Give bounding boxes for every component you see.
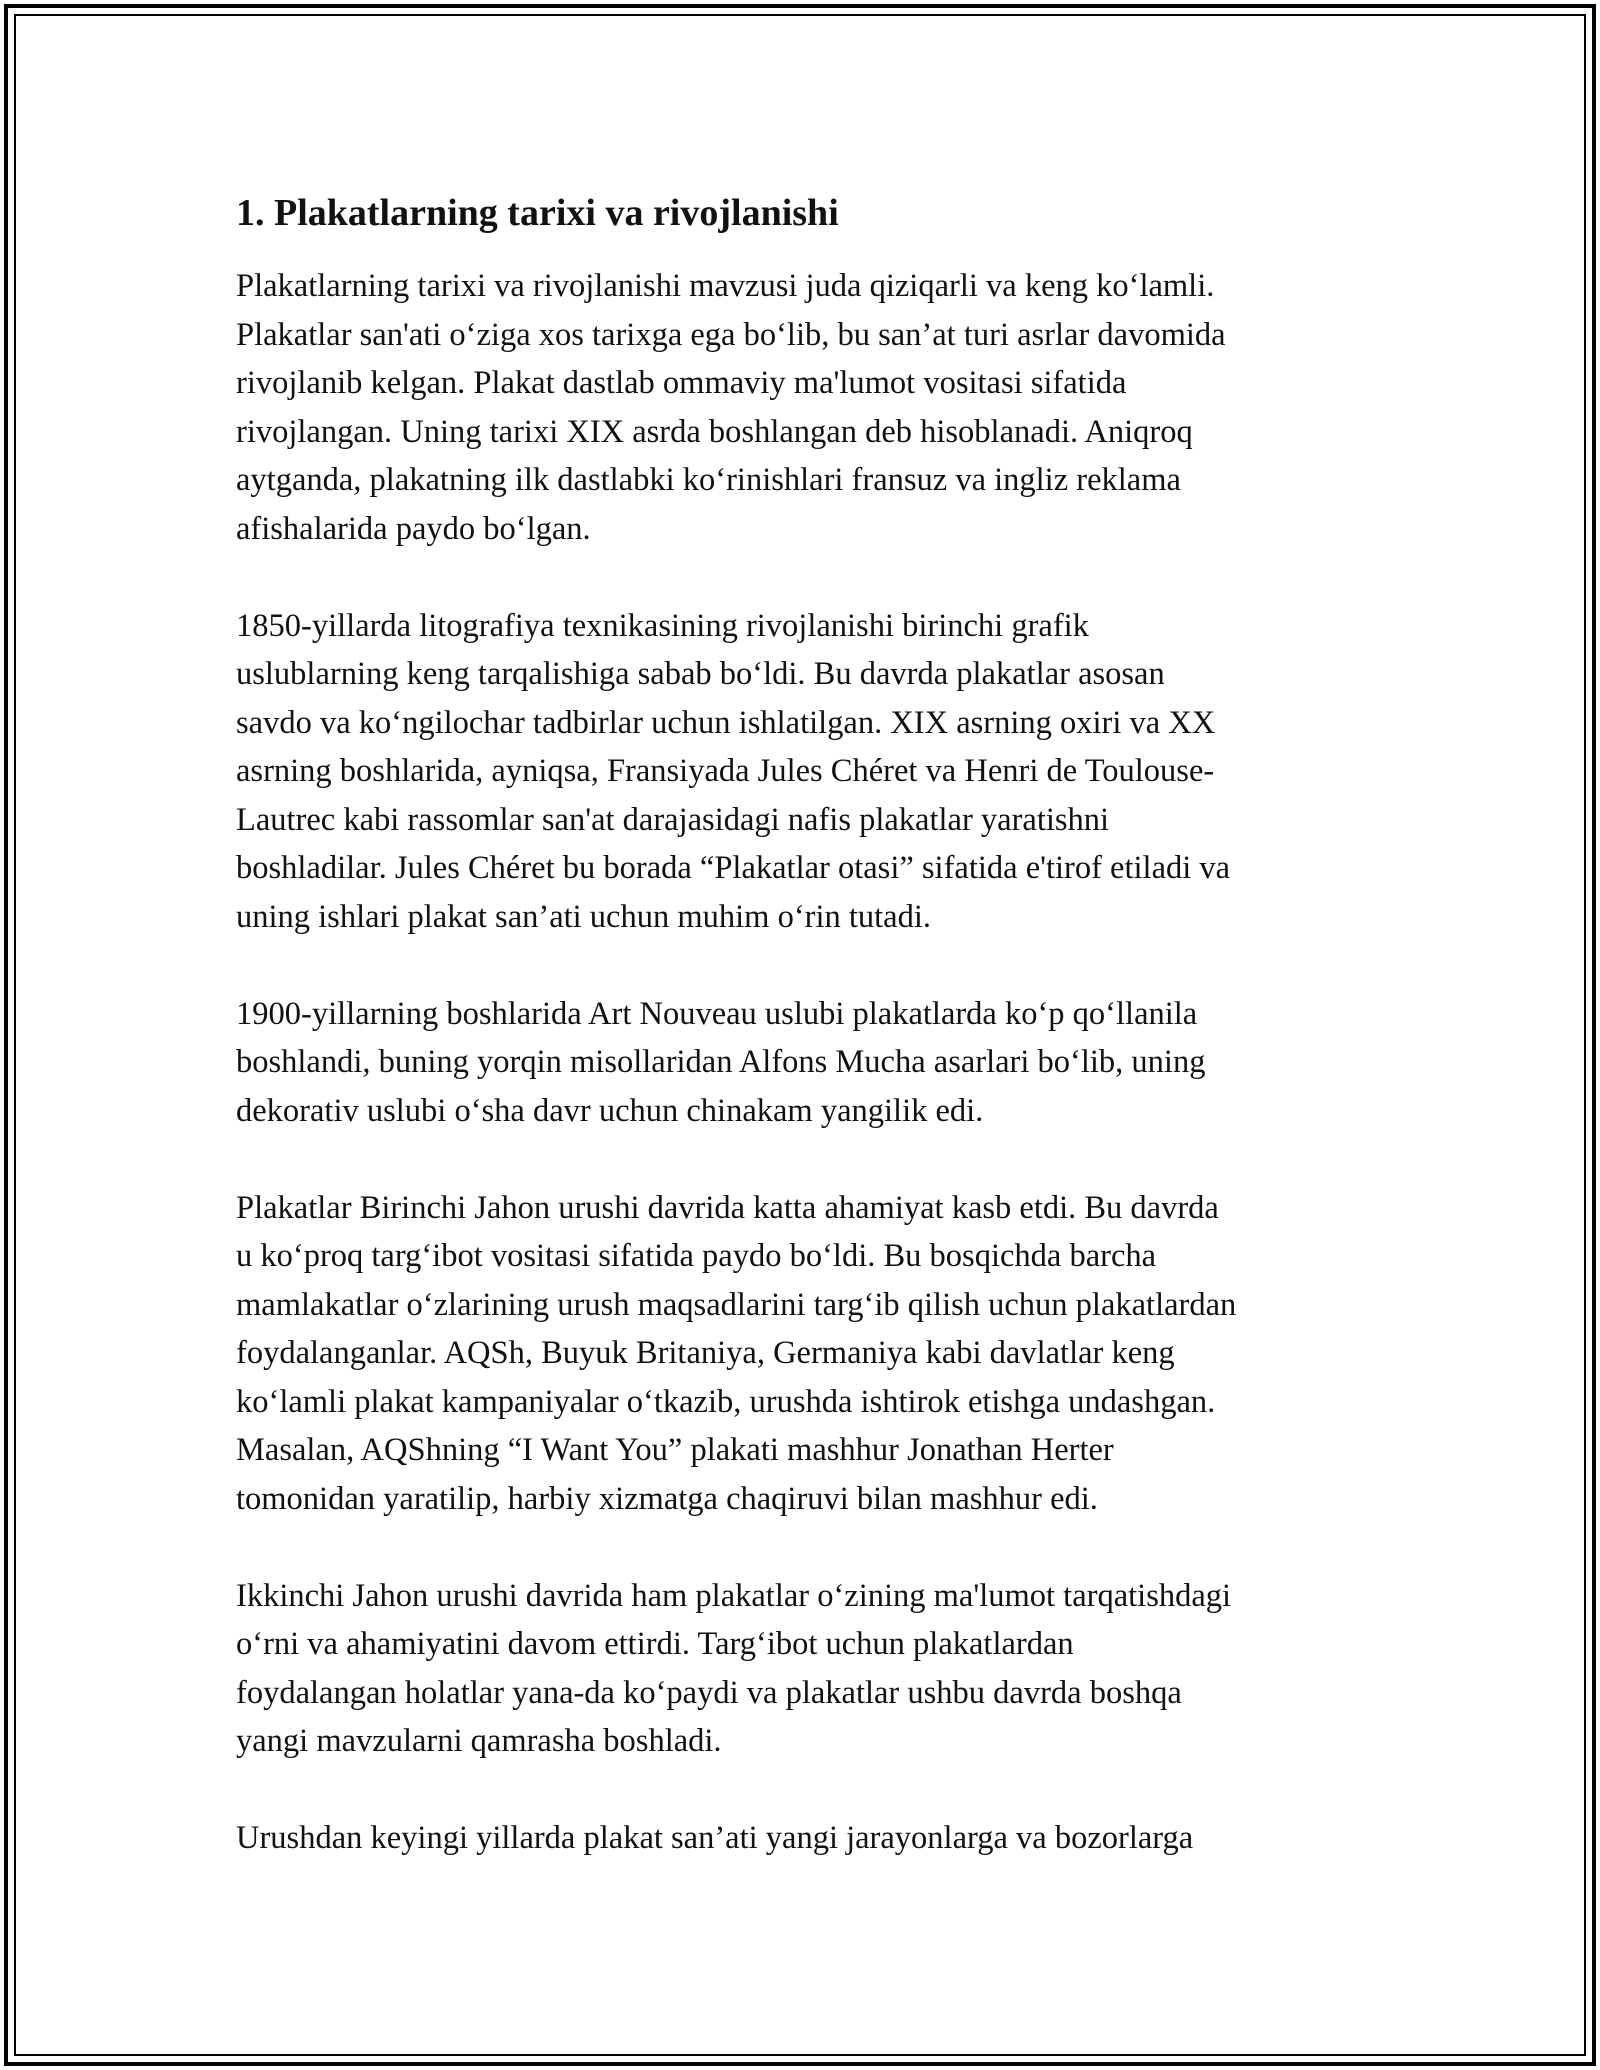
paragraph-world-war-two xyxy=(236,1572,1376,1766)
paragraph-world-war-one xyxy=(236,1184,1376,1524)
paragraph-post-war xyxy=(236,1814,1376,1863)
paragraph-history-intro xyxy=(236,262,1376,553)
text-line: Plakatlar san'ati o‘ziga xos tarixga ega bo‘lib, bu san’at turi asrlar davomida xyxy=(236,316,1226,353)
text-line: rivojlangan. Uning tarixi XIX asrda boshlangan deb hisoblanadi. Aniqroq xyxy=(236,413,1193,450)
text-line: foydalanganlar. AQSh, Buyuk Britaniya, Germaniya kabi davlatlar keng xyxy=(236,1335,1175,1371)
text-line: Masalan, AQShning “I Want You” plakati mashhur Jonathan Herter xyxy=(236,1432,1114,1468)
text-line: ko‘lamli plakat kampaniyalar o‘tkazib, urushda ishtirok etishga undashgan. xyxy=(236,1383,1216,1420)
text-line: u ko‘proq targ‘ibot vositasi sifatida paydo bo‘ldi. Bu bosqichda barcha xyxy=(236,1238,1157,1274)
text-line: uning ishlari plakat san’ati uchun muhim o‘rin tutadi. xyxy=(236,898,932,935)
text-line: dekorativ uslubi o‘sha davr uchun chinakam yangilik edi. xyxy=(236,1092,984,1129)
text-line: boshlandi, buning yorqin misollaridan Alfons Mucha asarlari bo‘lib, uning xyxy=(236,1044,1206,1080)
text-line: foydalangan holatlar yana-da ko‘paydi va plakatlar ushbu davrda boshqa xyxy=(236,1674,1182,1711)
paragraph-lithography xyxy=(236,602,1376,942)
text-line: mamlakatlar o‘zlarining urush maqsadlarini targ‘ib qilish uchun plakatlardan xyxy=(236,1286,1237,1323)
text-line: Ikkinchi Jahon urushi davrida ham plakatlar o‘zining ma'lumot tarqatishdagi xyxy=(236,1577,1232,1614)
text-line: 1850-yillarda litografiya texnikasining rivojlanishi birinchi grafik xyxy=(236,607,1089,644)
text-line: rivojlanib kelgan. Plakat dastlab ommaviy ma'lumot vositasi sifatida xyxy=(236,365,1127,401)
text-line: afishalarida paydo bo‘lgan. xyxy=(236,510,591,547)
text-line: o‘rni va ahamiyatini davom ettirdi. Targ‘ibot uchun plakatlardan xyxy=(236,1626,1074,1662)
text-line: savdo va ko‘ngilochar tadbirlar uchun ishlatilgan. XIX asrning oxiri va XX xyxy=(236,704,1216,741)
document-body xyxy=(236,188,1376,1863)
text-line: 1900-yillarning boshlarida Art Nouveau uslubi plakatlarda ko‘p qo‘llanila xyxy=(236,995,1198,1032)
section-heading: 1. Plakatlarning tarixi va rivojlanishi xyxy=(236,192,839,234)
text-line: asrning boshlarida, ayniqsa, Fransiyada Jules Chéret va Henri de Toulouse- xyxy=(236,753,1215,789)
text-line: tomonidan yaratilip, harbiy xizmatga chaqiruvi bilan mashhur edi. xyxy=(236,1480,1098,1517)
text-line: boshladilar. Jules Chéret bu borada “Plakatlar otasi” sifatida e'tirof etiladi va xyxy=(236,850,1231,886)
text-line: yangi mavzularni qamrasha boshladi. xyxy=(236,1723,722,1759)
paragraph-art-nouveau xyxy=(236,990,1376,1136)
text-line: uslublarning keng tarqalishiga sabab bo‘ldi. Bu davrda plakatlar asosan xyxy=(236,656,1165,692)
text-line: Plakatlar Birinchi Jahon urushi davrida katta ahamiyat kasb etdi. Bu davrda xyxy=(236,1189,1219,1226)
text-line: Lautrec kabi rassomlar san'at darajasidagi nafis plakatlar yaratishni xyxy=(236,801,1110,838)
text-line: aytganda, plakatning ilk dastlabki ko‘rinishlari fransuz va ingliz reklama xyxy=(236,462,1181,498)
text-line: Plakatlarning tarixi va rivojlanishi mavzusi juda qiziqarli va keng ko‘lamli. xyxy=(236,268,1215,304)
text-line: Urushdan keyingi yillarda plakat san’ati yangi jarayonlarga va bozorlarga xyxy=(236,1820,1194,1856)
